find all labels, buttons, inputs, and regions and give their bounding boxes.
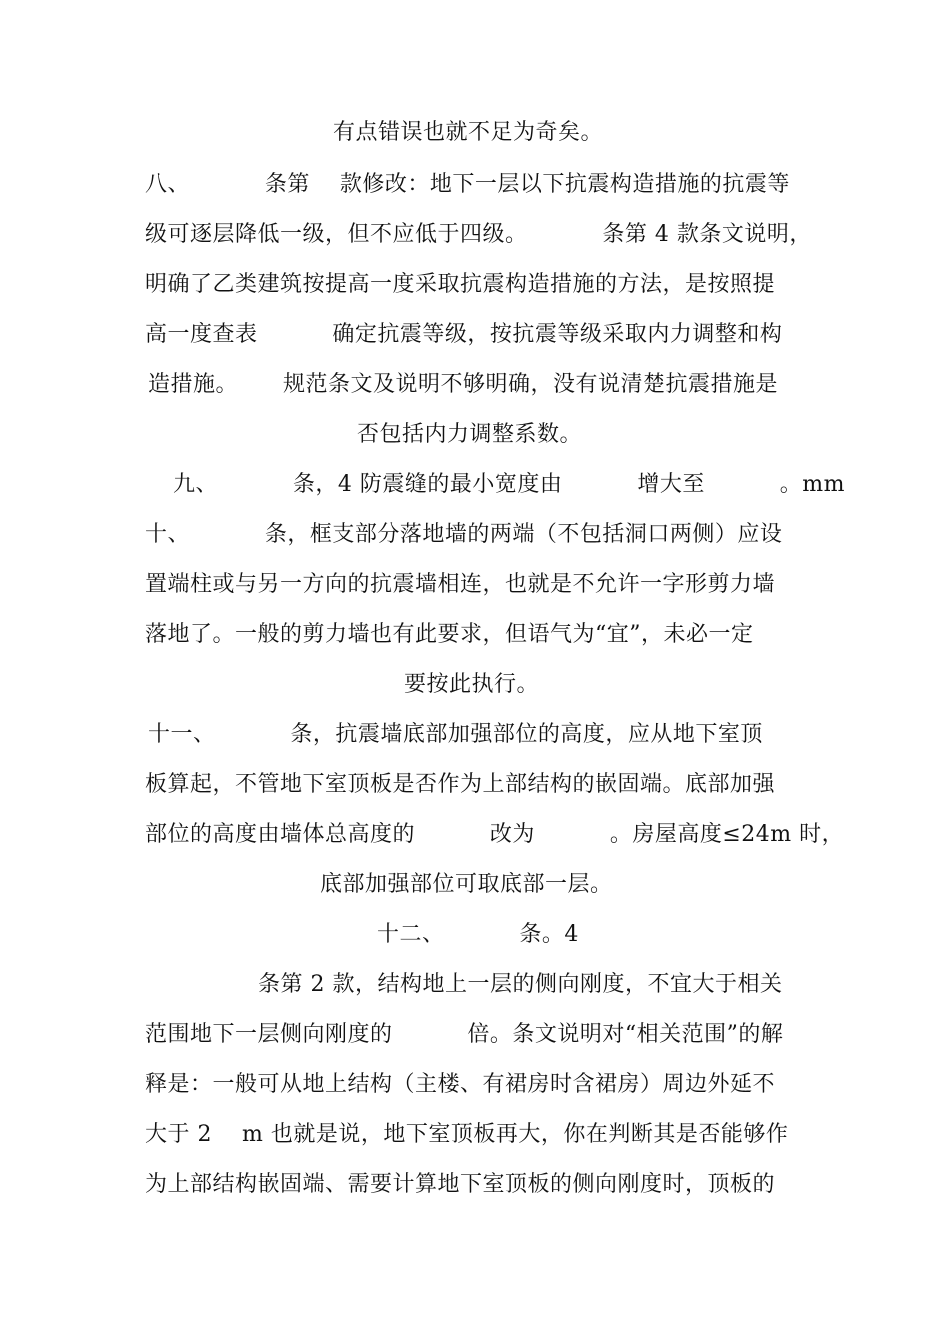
text-line: 落地了。一般的剪力墙也有此要求，但语气为“宜”，未必一定 <box>145 622 754 647</box>
text-line: 十、 条，框支部分落地墙的两端（不包括洞口两侧）应设 <box>145 522 783 547</box>
text-line: 十一、 条，抗震墙底部加强部位的高度，应从地下室顶 <box>148 722 763 747</box>
text-line: 范围地下一层侧向刚度的 倍。条文说明对“相关范围”的解 <box>145 1022 784 1047</box>
text-line: 条第 2 款，结构地上一层的侧向刚度，不宜大于相关 <box>258 972 783 997</box>
text-line: 板算起，不管地下室顶板是否作为上部结构的嵌固端。底部加强 <box>145 772 776 797</box>
text-line: 有点错误也就不足为奇矣。 <box>333 120 604 145</box>
text-line: 九、 条，4 防震缝的最小宽度由 增大至 。mm <box>173 472 846 497</box>
text-line: 明确了乙类建筑按提高一度采取抗震构造措施的方法，是按照提 <box>145 272 776 297</box>
text-line: 十二、 条。4 <box>377 922 579 947</box>
text-line: 底部加强部位可取底部一层。 <box>320 872 613 897</box>
text-line: 置端柱或与另一方向的抗震墙相连，也就是不允许一字形剪力墙 <box>145 572 776 597</box>
text-line: 造措施。 规范条文及说明不够明确，没有说清楚抗震措施是 <box>148 372 778 397</box>
text-line: 级可逐层降低一级，但不应低于四级。 条第 4 款条文说明， <box>145 222 812 247</box>
text-line: 为上部结构嵌固端、需要计算地下室顶板的侧向刚度时，顶板的 <box>145 1172 776 1197</box>
text-line: 要按此执行。 <box>404 672 540 697</box>
text-line: 部位的高度由墙体总高度的 改为 。房屋高度≤24m 时， <box>145 822 845 847</box>
text-line: 高一度查表 确定抗震等级，按抗震等级采取内力调整和构 <box>145 322 783 347</box>
text-line: 否包括内力调整系数。 <box>357 422 583 447</box>
text-line: 大于 2 m 也就是说，地下室顶板再大，你在判断其是否能够作 <box>145 1122 789 1147</box>
text-line: 释是：一般可从地上结构（主楼、有裙房时含裙房）周边外延不 <box>145 1072 776 1097</box>
text-line: 八、 条第 款修改：地下一层以下抗震构造措施的抗震等 <box>145 172 790 197</box>
